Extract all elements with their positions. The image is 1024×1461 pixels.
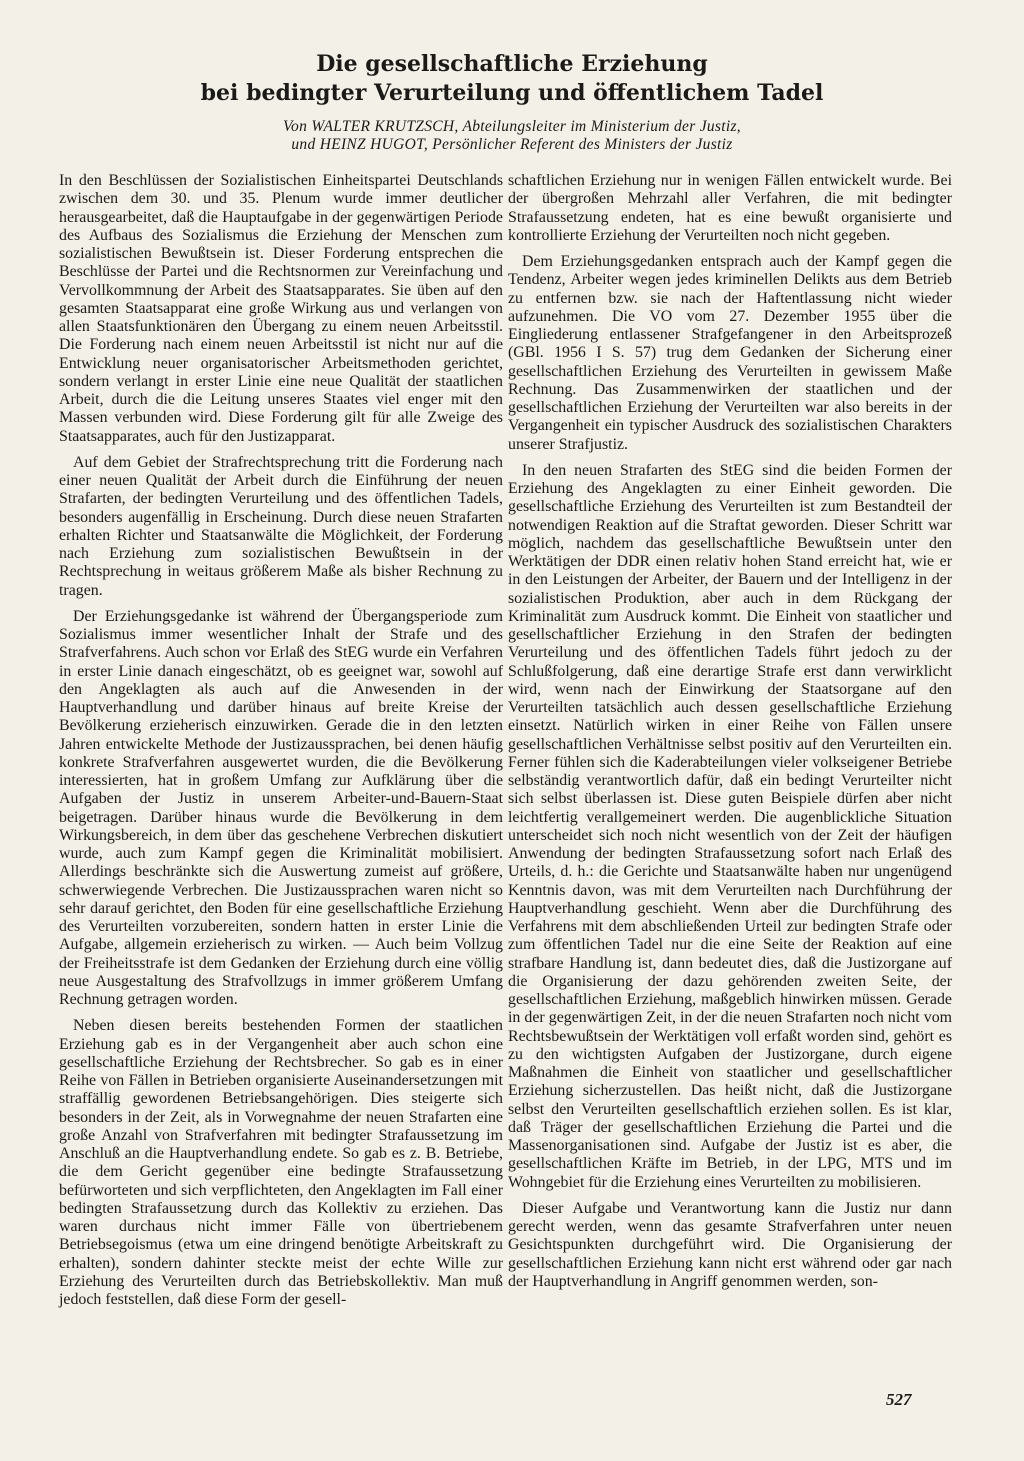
paragraph: Auf dem Gebiet der Strafrechtsprechung tritt die Forderung nach einer neuen Qualität der Arbeit durch die Einführung der neuen Strafarten, der bedingten Verurteilung und des öffentlichen Tadels, besonders augenfällig in Erscheinung. Durch diese neuen Strafarten erhalten Richter und Staatsanwälte die Möglichkeit, der Forderung nach Erziehung zum sozialistischen Bewußtsein in der Rechtsprechung in weitaus größerem Maße als bisher Rechnung zu tragen. — [59, 453, 503, 599]
paragraph: In den neuen Strafarten des StEG sind die beiden Formen der Erziehung des Angeklagten zu einer Einheit geworden. Die gesellschaftliche Erziehung des Verurteilten ist zum Bestandteil der notwendigen Reaktion auf die Straftat geworden. Dieser Schritt war möglich, nachdem das gesellschaftliche Bewußtsein unter den Werktätigen der DDR einen relativ hohen Stand erreicht hat, wie er in den Leistungen der Arbeiter, der Bauern und der Intelligenz in der sozialistischen Produktion, aber auch in dem Rückgang der Kriminalität zum Ausdruck kommt. Die Einheit von staatlicher und gesellschaftlicher Erziehung in den Strafen der bedingten Verurteilung und des öffentlichen Tadels führt jedoch zu der Schlußfolgerung, daß eine derartige Strafe erst dann verwirklicht wird, wenn nach der Einwirkung der Staatsorgane auf den Verurteilten tatsächlich auch dessen gesellschaftliche Erziehung einsetzt. Natürlich wirken in einer Reihe von Fällen unsere gesellschaftlichen Verhältnisse selbst positiv auf den Verurteilten ein. Ferner fühlen sich die Kaderabteilungen vieler volkseigener Betriebe selbständig verantwortlich dafür, daß ein bedingt Verurteilter nicht sich selbst überlassen ist. Diese guten Beispiele dürfen aber nicht leichtfertig verallgemeinert werden. Die augenblickliche Situation unterscheidet sich noch nicht wesentlich von der Zeit der häufigen Anwendung der bedingten Strafaussetzung sofort nach Erlaß des Urteils, d. h.: die Gerichte und Staatsanwälte haben nur ungenügend Kenntnis davon, was mit dem Verurteilten nach Durchführung der Hauptverhandlung geschieht. Wenn aber die Durchführung des Verfahrens mit dem abschließenden Urteil zur bedingten Strafe oder zum öffentlichen Tadel nur die eine Seite der Reaktion auf eine strafbare Handlung ist, dann bedeutet dies, daß die Justizorgane auf die Organisierung der dazu gehörenden zweiten Seite, der gesellschaftlichen Erziehung, maßgeblich hinwirken müssen. Gerade in der gegenwärtigen Zeit, in der die neuen Strafarten noch nicht vom Rechtsbewußtsein der Werktätigen voll erfaßt worden sind, gehört es zu den wichtigsten Aufgaben der Justizorgane, durch eigene Maßnahmen die Einheit von staatlicher und gesellschaftlicher Erziehung sicherzustellen. Das heißt nicht, daß die Justizorgane selbst den Verurteilten gesellschaftlich erziehen sollen. Es ist klar, daß Träger der gesellschaftlichen Erziehung die Partei und die Massenorganisationen sind. Aufgabe der Justiz ist es aber, die gesellschaftlichen Kräfte im Betrieb, in der LPG, MTS und im Wohngebiet für die Erziehung eines Verurteilten zu mobilisieren. — [508, 461, 952, 1191]
right-column — [508, 172, 952, 1299]
byline-line-1: Von WALTER KRUTZSCH, Abteilungsleiter im Ministerium der Justiz, — [283, 118, 741, 135]
paragraph: schaftlichen Erziehung nur in wenigen Fällen entwickelt wurde. Bei der übergroßen Mehrzahl aller Verfahren, die mit bedingter Strafaussetzung endeten, hat es eine bewußt organisierte und kontrollierte Erziehung der Verurteilten noch nicht gegeben. — [508, 172, 952, 244]
article-title — [0, 50, 1024, 108]
paragraph: Dem Erziehungsgedanken entsprach auch der Kampf gegen die Tendenz, Arbeiter wegen jedes kriminellen Delikts aus dem Betrieb zu entfernen bzw. sie nach der Haftentlassung nicht wieder aufzunehmen. Die VO vom 27. Dezember 1955 über die Eingliederung entlassener Strafgefangener in den Arbeitsprozeß (GBl. 1956 I S. 57) trug dem Gedanken der Sicherung einer gesellschaftlichen Erziehung des Verurteilten in gewissem Maße Rechnung. Das Zusammenwirken der staatlichen und der gesellschaftlichen Erziehung der Verurteilten war also bereits in der Vergangenheit ein typischer Ausdruck des sozialistischen Charakters unserer Strafjustiz. — [508, 253, 952, 453]
paragraph: Der Erziehungsgedanke ist während der Übergangsperiode zum Sozialismus immer wesentlicher Inhalt der Strafe und des Strafverfahrens. Auch schon vor Erlaß des StEG wurde ein Verfahren in erster Linie danach eingeschätzt, ob es geeignet war, sowohl auf den Angeklagten als auch auf die Anwesenden in der Hauptverhandlung und darüber hinaus auf breite Kreise der Bevölkerung erzieherisch einzuwirken. Gerade die in den letzten Jahren entwickelte Methode der Justizaussprachen, bei denen häufig konkrete Strafverfahren ausgewertet wurden, die die Bevölkerung interessierten, hat in großem Umfang zur Aufklärung über die Aufgaben der Justiz in unserem Arbeiter-und-Bauern-Staat beigetragen. Darüber hinaus wurde die Bevölkerung in dem Wirkungsbereich, in dem über das geschehene Verbrechen diskutiert wurde, auch zum Kampf gegen die Kriminalität mobilisiert. Allerdings beschränkte sich die Auswertung zumeist auf größere, schwerwiegende Verbrechen. Die Justizaussprachen waren nicht so sehr darauf gerichtet, den Boden für eine gesellschaftliche Erziehung des Verurteilten vorzubereiten, sondern hatten in erster Linie die Aufgabe, allgemein erzieherisch zu wirken. — Auch beim Vollzug der Freiheitsstrafe ist dem Gedanken der Erziehung durch eine völlig neue Ausgestaltung des Strafvollzugs in immer größerem Umfang Rechnung getragen worden. — [59, 607, 503, 1008]
page-number: 527 — [886, 1390, 912, 1409]
byline — [0, 118, 1024, 154]
left-column — [59, 172, 503, 1317]
paragraph: In den Beschlüssen der Sozialistischen Einheitspartei Deutschlands zwischen dem 30. und 35. Plenum wurde immer deutlicher herausgearbeitet, daß die Hauptaufgabe in der gegenwärtigen Periode des Aufbaus des Sozialismus die Erziehung der Menschen zum sozialistischen Bewußtsein ist. Dieser Forderung entsprechen die Beschlüsse der Partei und die Rechtsnormen zur Vereinfachung und Vervollkommnung der Arbeit des Staatsapparates. Sie üben auf den gesamten Staatsapparat eine große Wirkung aus und verlangen von allen Staatsfunktionären den Übergang zu einem neuen Arbeitsstil. Die Forderung nach einem neuen Arbeitsstil ist nicht nur auf die Entwicklung neuer organisatorischer Arbeitsmethoden gerichtet, sondern verlangt in erster Linie eine neue Qualität der staatlichen Arbeit, durch die die Leitung unseres Staates viel enger mit den Massen verbunden wird. Diese Forderung gilt für alle Zweige des Staatsapparates, auch für den Justizapparat. — [59, 172, 503, 445]
title-line-1: Die gesellschaftliche Erziehung — [316, 51, 708, 77]
paragraph: Dieser Aufgabe und Verantwortung kann die Justiz nur dann gerecht werden, wenn das gesamte Strafverfahren unter neuen Gesichtspunkten durchgeführt wird. Die Organisierung der gesellschaftlichen Erziehung kann nicht erst während oder gar nach der Hauptverhandlung in Angriff genommen werden, son- — [508, 1199, 952, 1290]
byline-line-2: und HEINZ HUGOT, Persönlicher Referent des Ministers der Justiz — [291, 136, 733, 153]
paragraph: Neben diesen bereits bestehenden Formen der staatlichen Erziehung gab es in der Vergangenheit aber auch schon eine gesellschaftliche Erziehung der Rechtsbrecher. So gab es in einer Reihe von Fällen in Betrieben organisierte Auseinandersetzungen mit straffällig gewordenen Betriebsangehörigen. Dies steigerte sich besonders in der Zeit, als in Vorwegnahme der neuen Strafarten eine große Anzahl von Strafverfahren mit bedingter Strafaussetzung im Anschluß an die Hauptverhandlung endete. So gab es z. B. Betriebe, die dem Gericht gegenüber eine bedingte Strafaussetzung befürworteten und sich verpflichteten, den Angeklagten im Fall einer bedingten Strafaussetzung durch das Kollektiv zu erziehen. Das waren durchaus nicht immer Fälle von übertriebenem Betriebsegoismus (etwa um eine dringend benötigte Arbeitskraft zu erhalten), sondern dahinter steckte meist der echte Wille zur Erziehung des Verurteilten durch das Betriebskollektiv. Man muß jedoch feststellen, daß diese Form der gesell- — [59, 1017, 503, 1308]
article-header — [0, 50, 1024, 154]
title-line-2: bei bedingter Verurteilung und öffentlichem Tadel — [200, 80, 824, 106]
